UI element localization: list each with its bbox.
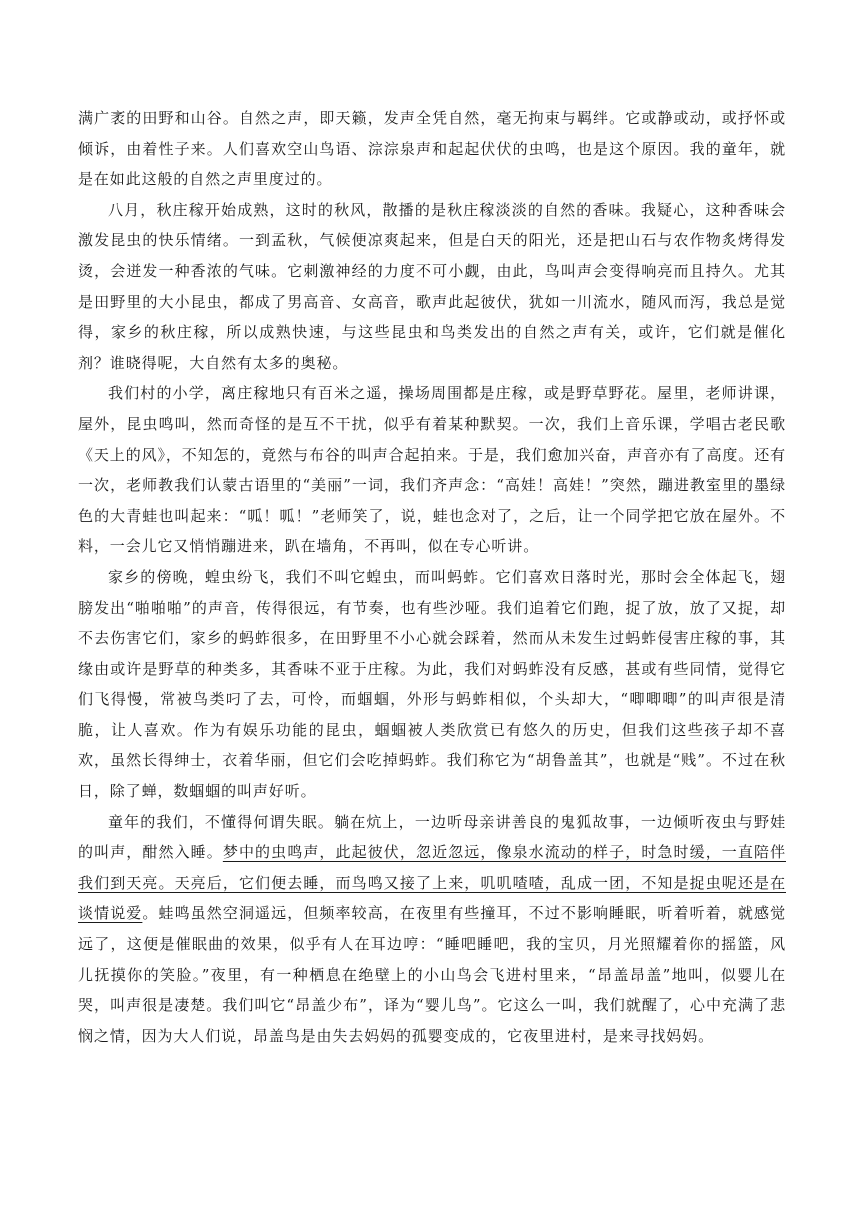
paragraph-5-text-end: 。蛙鸣虽然空洞遥远，但频率较高，在夜里有些撞耳，不过不影响睡眠，听着听着，就感觉远了，这便是催眠曲的效果，似乎有人在耳边哼：“睡吧睡吧，我的宝贝，月光照耀着你的摇篮，风儿抚摸你的笑脸。”夜里，有一种栖息在绝壁上的小山鸟会飞进村里来，“昂盖昂盖”地叫，似婴儿在哭，叫声很是凄楚。我们叫它“昂盖少布”，译为“婴儿鸟”。它这么一叫，我们就醒了，心中充满了悲悯之情，因为大人们说，昂盖鸟是由失去妈妈的孤婴变成的，它夜里进村，是来寻找妈妈。 — [78, 904, 786, 1045]
paragraph-1-text: 满广袤的田野和山谷。自然之声，即天籁，发声全凭自然，毫无拘束与羁绊。它或静或动，或抒怀或倾诉，由着性子来。人们喜欢空山鸟语、淙淙泉声和起起伏伏的虫鸣，也是这个原因。我的童年，就是在如此这般的自然之声里度过的。 — [78, 109, 786, 189]
paragraph-2 — [78, 195, 786, 379]
paragraph-3-text: 我们村的小学，离庄稼地只有百米之遥，操场周围都是庄稼，或是野草野花。屋里，老师讲课，屋外，昆虫鸣叫，然而奇怪的是互不干扰，似乎有着某种默契。一次，我们上音乐课，学唱古老民歌《天上的风》，不知怎的，竟然与布谷的叫声合起拍来。于是，我们愈加兴奋，声音亦有了高度。还有一次，老师教我们认蒙古语里的“美丽”一词，我们齐声念：“高娃！高娃！”突然，蹦进教室里的墨绿色的大青蛙也叫起来：“呱！呱！”老师笑了，说，蛙也念对了，之后，让一个同学把它放在屋外。不料，一会儿它又悄悄蹦进来，趴在墙角，不再叫，似在专心听讲。 — [78, 384, 787, 556]
underlined-passage: 梦中的虫鸣声，此起彼伏，忽近忽远，像泉水流动的样子，时急时缓，一直陪伴我们到天亮。天亮后，它们便去睡，而鸟鸣又接了上来，叽叽喳喳，乱成一团，不知是捉虫呢还是在谈情说爱 — [78, 843, 786, 923]
article-body — [78, 103, 786, 1051]
paragraph-5-text-start: 童年的我们，不懂得何谓失眠。躺在炕上，一边听母亲讲善良的鬼狐故事，一边倾听夜虫与野娃的叫声，酣然入睡。 — [78, 812, 786, 862]
paragraph-5 — [78, 807, 786, 1052]
paragraph-3 — [78, 378, 786, 562]
paragraph-4 — [78, 562, 786, 807]
paragraph-4-text: 家乡的傍晚，蝗虫纷飞，我们不叫它蝗虫，而叫蚂蚱。它们喜欢日落时光，那时会全体起飞，翅膀发出“啪啪啪”的声音，传得很远，有节奏，也有些沙哑。我们追着它们跑，捉了放，放了又捉，却不去伤害它们，家乡的蚂蚱很多，在田野里不小心就会踩着，然而从未发生过蚂蚱侵害庄稼的事，其缘由或许是野草的种类多，其香味不亚于庄稼。为此，我们对蚂蚱没有反感，甚或有些同情，觉得它们飞得慢，常被鸟类叼了去，可怜，而蝈蝈，外形与蚂蚱相似，个头却大，“唧唧唧”的叫声很是清脆，让人喜欢。作为有娱乐功能的昆虫，蝈蝈被人类欣赏已有悠久的历史，但我们这些孩子却不喜欢，虽然长得绅士，衣着华丽，但它们会吃掉蚂蚱。我们称它为“胡鲁盖其”，也就是“贱”。不过在秋日，除了蝉，数蝈蝈的叫声好听。 — [78, 567, 786, 801]
paragraph-2-text: 八月，秋庄稼开始成熟，这时的秋风，散播的是秋庄稼淡淡的自然的香味。我疑心，这种香味会激发昆虫的快乐情绪。一到孟秋，气候便凉爽起来，但是白天的阳光，还是把山石与农作物炙烤得发烫，会迸发一种香浓的气味。它刺激神经的力度不可小觑，由此，鸟叫声会变得响亮而且持久。尤其是田野里的大小昆虫，都成了男高音、女高音，歌声此起彼伏，犹如一川流水，随风而泻，我总是觉得，家乡的秋庄稼，所以成熟快速，与这些昆虫和鸟类发出的自然之声有关，或许，它们就是催化剂？谁晓得呢，大自然有太多的奥秘。 — [78, 200, 786, 372]
paragraph-1 — [78, 103, 786, 195]
